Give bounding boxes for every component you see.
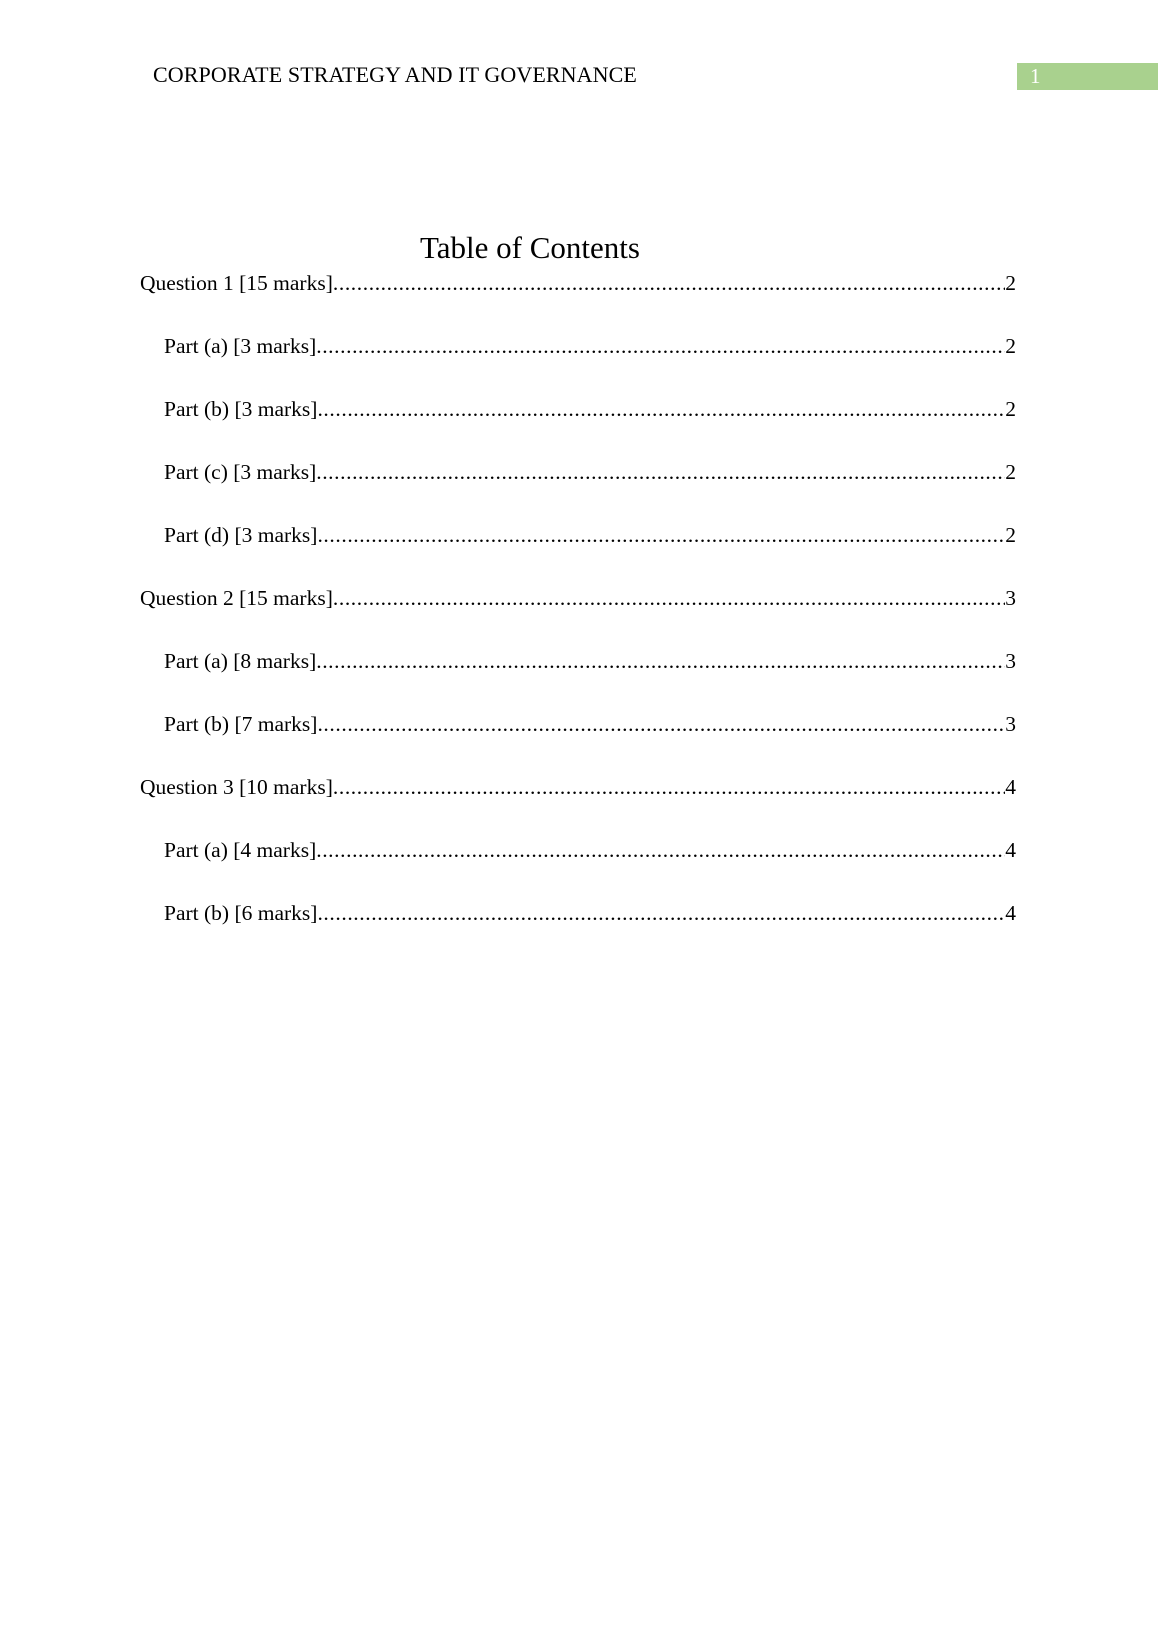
toc-entry-page: 4 bbox=[1005, 838, 1016, 862]
toc-entry-q2-part-a[interactable] bbox=[140, 646, 1016, 709]
toc-entry-page: 3 bbox=[1005, 712, 1016, 736]
toc-entry-page: 4 bbox=[1005, 901, 1016, 925]
toc-entry-question-1[interactable] bbox=[140, 268, 1016, 331]
toc-entry-q3-part-a[interactable] bbox=[140, 835, 1016, 898]
toc-entry-label: Part (a) [8 marks] bbox=[164, 649, 317, 673]
toc-entry-label: Question 2 [15 marks] bbox=[140, 586, 333, 610]
toc-dot-leader bbox=[316, 457, 1005, 488]
toc-entry-page: 2 bbox=[1005, 271, 1016, 295]
toc-entry-label: Part (b) [6 marks] bbox=[164, 901, 318, 925]
toc-entry-page: 2 bbox=[1005, 334, 1016, 358]
toc-entry-label: Part (a) [4 marks] bbox=[164, 838, 317, 862]
toc-entry-label: Part (a) [3 marks] bbox=[164, 334, 317, 358]
toc-dot-leader bbox=[317, 709, 1005, 740]
toc-entry-q1-part-d[interactable] bbox=[140, 520, 1016, 583]
toc-dot-leader bbox=[317, 520, 1005, 551]
toc-dot-leader bbox=[333, 772, 1005, 803]
toc-entry-label: Part (c) [3 marks] bbox=[164, 460, 317, 484]
toc-entry-q1-part-c[interactable] bbox=[140, 457, 1016, 520]
toc-entry-q3-part-b[interactable] bbox=[140, 898, 1016, 961]
toc-entry-question-2[interactable] bbox=[140, 583, 1016, 646]
toc-dot-leader bbox=[333, 268, 1005, 299]
toc-entry-label: Question 1 [15 marks] bbox=[140, 271, 333, 295]
toc-entry-page: 2 bbox=[1005, 460, 1016, 484]
page-number-badge: 1 bbox=[1017, 63, 1158, 90]
toc-dot-leader bbox=[316, 331, 1005, 362]
running-header-title: CORPORATE STRATEGY AND IT GOVERNANCE bbox=[153, 62, 637, 87]
toc-entry-label: Part (d) [3 marks] bbox=[164, 523, 318, 547]
toc-entry-page: 2 bbox=[1005, 523, 1016, 547]
toc-entry-question-3[interactable] bbox=[140, 772, 1016, 835]
toc-dot-leader bbox=[316, 646, 1005, 677]
toc-dot-leader bbox=[317, 898, 1005, 929]
table-of-contents bbox=[140, 268, 1016, 961]
toc-entry-label: Part (b) [7 marks] bbox=[164, 712, 318, 736]
toc-dot-leader bbox=[317, 394, 1005, 425]
toc-entry-q1-part-b[interactable] bbox=[140, 394, 1016, 457]
toc-entry-page: 2 bbox=[1005, 397, 1016, 421]
toc-entry-page: 4 bbox=[1005, 775, 1016, 799]
toc-dot-leader bbox=[316, 835, 1005, 866]
toc-entry-page: 3 bbox=[1005, 649, 1016, 673]
toc-entry-page: 3 bbox=[1005, 586, 1016, 610]
toc-entry-q2-part-b[interactable] bbox=[140, 709, 1016, 772]
toc-entry-label: Part (b) [3 marks] bbox=[164, 397, 318, 421]
toc-entry-label: Question 3 [10 marks] bbox=[140, 775, 333, 799]
toc-entry-q1-part-a[interactable] bbox=[140, 331, 1016, 394]
toc-dot-leader bbox=[333, 583, 1005, 614]
toc-heading: Table of Contents bbox=[420, 230, 640, 265]
